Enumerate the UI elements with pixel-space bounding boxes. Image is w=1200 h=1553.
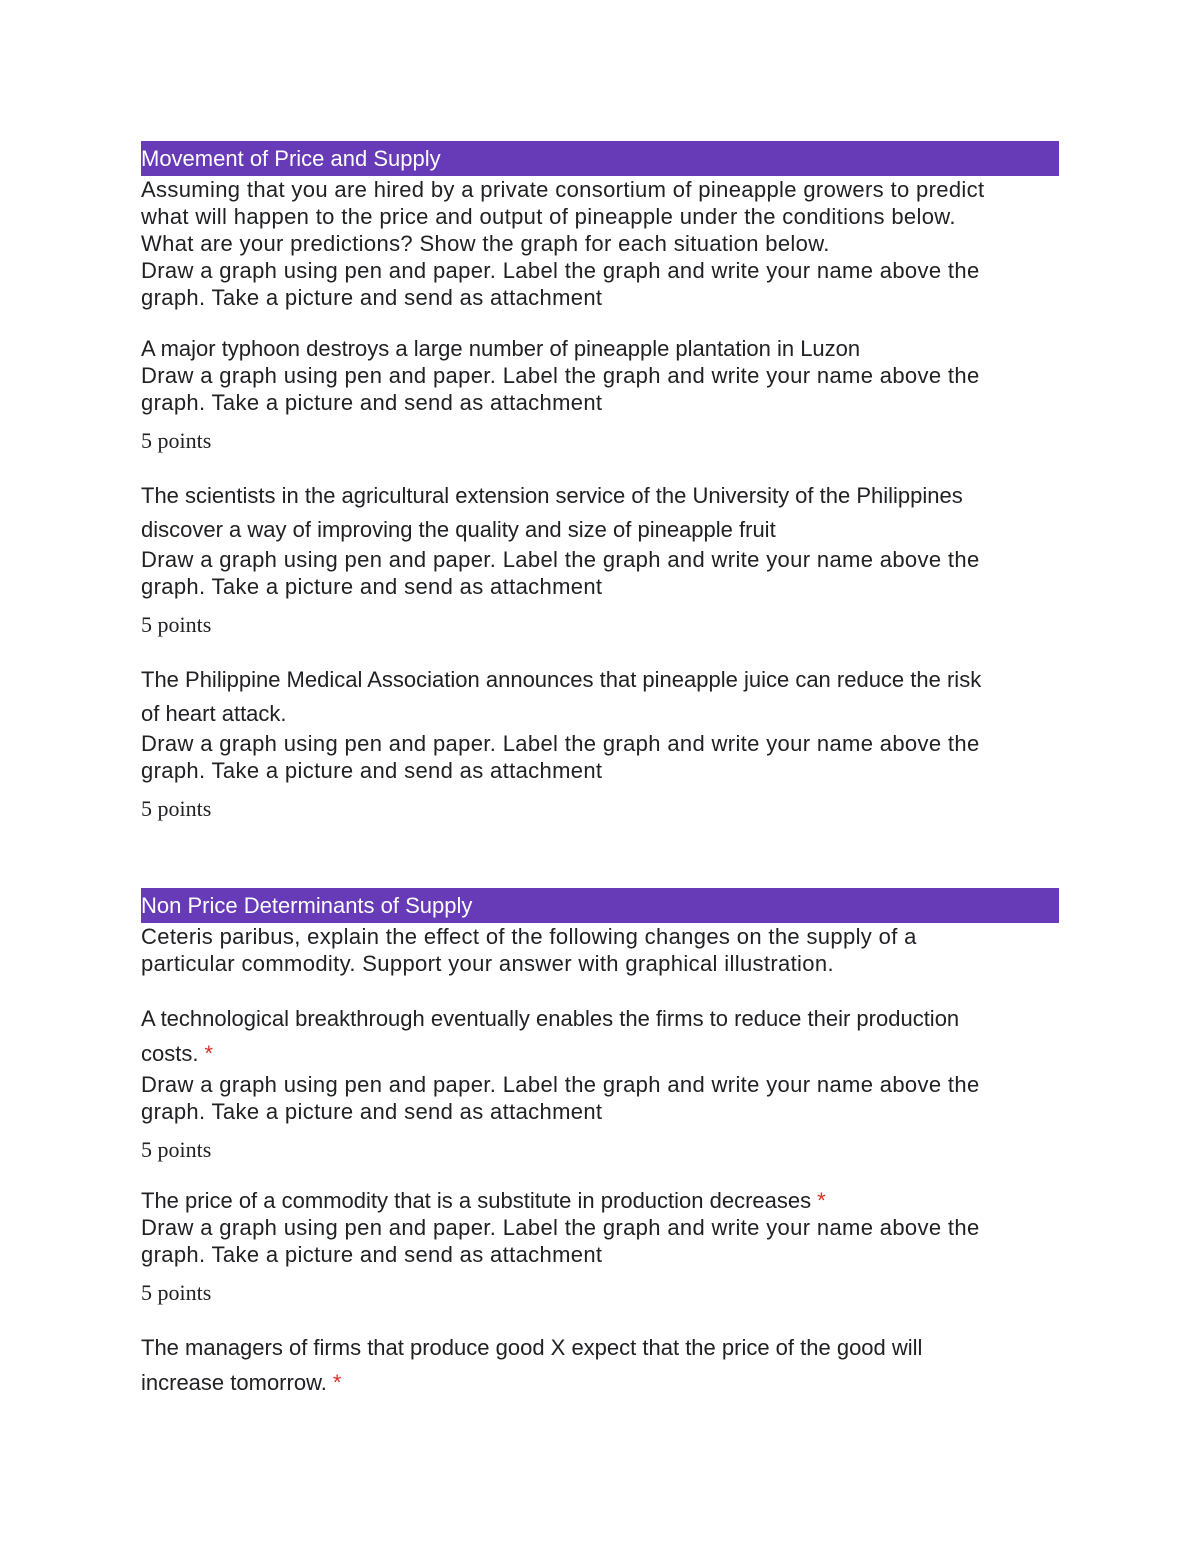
question-item xyxy=(141,662,1059,822)
section-header xyxy=(141,888,1059,923)
points-label: 5 points xyxy=(141,428,212,453)
question-helper-text: Draw a graph using pen and paper. Label the graph and write your name above the graph. Take a picture and send as attachment xyxy=(141,547,980,599)
question-item xyxy=(141,1330,1059,1400)
question-helper-text: Draw a graph using pen and paper. Label the graph and write your name above the graph. Take a picture and send as attachment xyxy=(141,1215,980,1267)
description-line: Ceteris paribus, explain the effect of the following changes on the supply of a xyxy=(141,924,917,949)
points-label: 5 points xyxy=(141,1137,212,1162)
question-title: A technological breakthrough eventually enables the firms to reduce their production costs. * xyxy=(141,1006,960,1066)
description-line: graph. Take a picture and send as attachment xyxy=(141,285,603,310)
question-helper-text: Draw a graph using pen and paper. Label the graph and write your name above the graph. Take a picture and send as attachment xyxy=(141,1072,980,1124)
question-title: A major typhoon destroys a large number of pineapple plantation in Luzon xyxy=(141,336,861,361)
question-item xyxy=(141,1187,1059,1306)
question-item xyxy=(141,335,1059,454)
points-label: 5 points xyxy=(141,796,212,821)
required-asterisk: * xyxy=(817,1188,826,1213)
section-title: Movement of Price and Supply xyxy=(141,146,441,171)
required-asterisk: * xyxy=(332,1370,342,1395)
question-helper-text: Draw a graph using pen and paper. Label the graph and write your name above the graph. Take a picture and send as attachment xyxy=(141,363,980,415)
question-item xyxy=(141,478,1059,638)
question-helper-text: Draw a graph using pen and paper. Label the graph and write your name above the graph. Take a picture and send as attachment xyxy=(141,731,980,783)
section-title: Non Price Determinants of Supply xyxy=(141,893,473,918)
section-description xyxy=(141,923,1059,977)
section-movement-of-price xyxy=(141,141,1059,822)
description-line: particular commodity. Support your answer with graphical illustration. xyxy=(141,951,834,976)
question-item xyxy=(141,1001,1059,1163)
required-asterisk: * xyxy=(204,1041,214,1066)
section-header xyxy=(141,141,1059,176)
question-title: The managers of firms that produce good X expect that the price of the good will increase tomorrow. * xyxy=(141,1335,923,1395)
question-title: The Philippine Medical Association announces that pineapple juice can reduce the risk of heart attack. xyxy=(141,667,982,726)
description-line: Draw a graph using pen and paper. Label the graph and write your name above the xyxy=(141,258,980,283)
description-line: Assuming that you are hired by a private consortium of pineapple growers to predict xyxy=(141,177,985,202)
question-title: The scientists in the agricultural extension service of the University of the Philippines discover a way of improving the quality and size of pineapple fruit xyxy=(141,483,963,542)
question-title: The price of a commodity that is a substitute in production decreases * xyxy=(141,1188,826,1213)
section-description xyxy=(141,176,1059,311)
section-non-price-determinants xyxy=(141,888,1059,1400)
description-line: what will happen to the price and output of pineapple under the conditions below. xyxy=(141,204,956,229)
points-label: 5 points xyxy=(141,612,212,637)
points-label: 5 points xyxy=(141,1280,212,1305)
description-line: What are your predictions? Show the graph for each situation below. xyxy=(141,231,830,256)
form-document xyxy=(141,141,1059,1400)
